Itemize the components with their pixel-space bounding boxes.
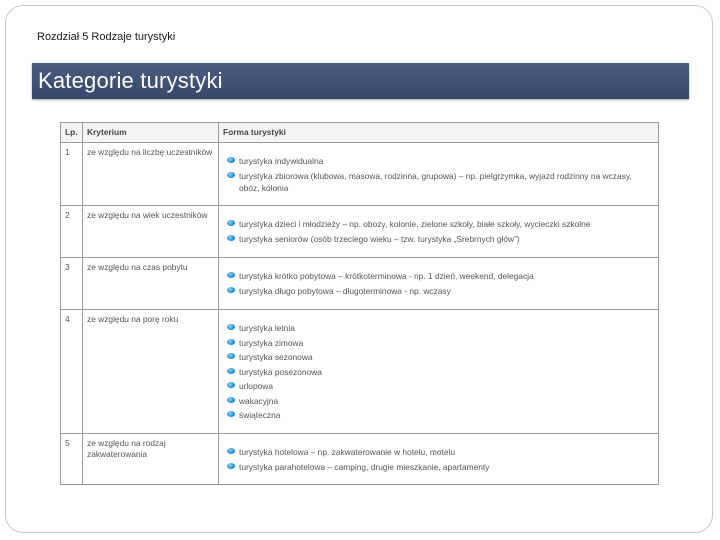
- bullet-icon: [227, 448, 235, 454]
- bullet-icon: [227, 463, 235, 469]
- list-item: [223, 155, 654, 167]
- forms-list: [223, 270, 654, 297]
- bullet-icon: [227, 353, 235, 359]
- row-forms-cell: [219, 434, 659, 485]
- bullet-icon: [227, 157, 235, 163]
- forms-list: [223, 218, 654, 245]
- column-header-forms: Forma turystyki: [219, 123, 659, 143]
- form-text: turystyka indywidualna: [239, 156, 324, 166]
- form-text: turystyka seniorów (osób trzeciego wieku – tzw. turystyka „Srebrnych głów”): [239, 233, 520, 244]
- table-row: [61, 206, 659, 258]
- bullet-icon: [227, 324, 235, 330]
- row-criterion: ze względu na czas pobytu: [83, 258, 219, 310]
- row-number: 1: [61, 143, 83, 206]
- bullet-icon: [227, 411, 235, 417]
- list-item: [223, 409, 654, 421]
- slide-title: Kategorie turystyki: [38, 68, 223, 93]
- form-text: turystyka zbiorowa (klubowa, masowa, rodzinna, grupowa) – np. pielgrzymka, wyjazd rodzinny na wczasy, obóz, kolonia: [239, 170, 632, 193]
- row-forms-cell: [219, 206, 659, 258]
- list-item: [223, 218, 654, 230]
- bullet-icon: [227, 287, 235, 293]
- forms-list: [223, 322, 654, 421]
- row-criterion: ze względu na liczbę uczestników: [83, 143, 219, 206]
- row-forms-cell: [219, 143, 659, 206]
- form-text: turystyka posezonowa: [239, 366, 322, 377]
- list-item: [223, 461, 654, 473]
- form-text: turystyka parahotelowa – camping, drugie mieszkanie, apartamenty: [239, 461, 490, 472]
- row-forms-cell: [219, 258, 659, 310]
- table-header-row: [61, 123, 659, 143]
- forms-list: [223, 446, 654, 473]
- bullet-icon: [227, 397, 235, 403]
- list-item: [223, 395, 654, 407]
- form-text: wakacyjna: [239, 395, 279, 406]
- column-header-lp: Lp.: [61, 123, 83, 143]
- list-item: [223, 337, 654, 349]
- row-number: 5: [61, 434, 83, 485]
- table-row: [61, 258, 659, 310]
- forms-list: [223, 155, 654, 194]
- table-row: [61, 310, 659, 434]
- form-text: urlopowa: [239, 381, 273, 391]
- form-text: turystyka letnia: [239, 323, 295, 333]
- form-text: turystyka krótko pobytowa – krótkoterminowa - np. 1 dzień, weekend, delegacja: [239, 271, 534, 281]
- list-item: [223, 233, 654, 245]
- list-item: [223, 170, 654, 194]
- table-row: [61, 143, 659, 206]
- table-row: [61, 434, 659, 485]
- chapter-heading: Rozdział 5 Rodzaje turystyki: [37, 31, 176, 43]
- form-text: turystyka hotelowa – np. zakwaterowanie w hotelu, motelu: [239, 447, 456, 457]
- row-number: 3: [61, 258, 83, 310]
- form-text: turystyka długo pobytowa – długoterminowa - np. wczasy: [239, 285, 451, 296]
- column-header-criterion: Kryterium: [83, 123, 219, 143]
- list-item: [223, 351, 654, 363]
- row-number: 2: [61, 206, 83, 258]
- list-item: [223, 366, 654, 378]
- form-text: świąteczna: [239, 410, 281, 420]
- bullet-icon: [227, 220, 235, 226]
- list-item: [223, 270, 654, 282]
- bullet-icon: [227, 339, 235, 345]
- row-criterion: ze względu na porę roku: [83, 310, 219, 434]
- row-criterion: ze względu na wiek uczestników: [83, 206, 219, 258]
- form-text: turystyka sezonowa: [239, 352, 313, 362]
- categories-table: [60, 122, 659, 485]
- list-item: [223, 380, 654, 392]
- list-item: [223, 446, 654, 458]
- list-item: [223, 322, 654, 334]
- bullet-icon: [227, 272, 235, 278]
- form-text: turystyka zimowa: [239, 337, 304, 348]
- list-item: [223, 285, 654, 297]
- row-number: 4: [61, 310, 83, 434]
- bullet-icon: [227, 368, 235, 374]
- row-forms-cell: [219, 310, 659, 434]
- form-text: turystyka dzieci i młodzieży – np. obozy, kolonie, zielone szkoły, białe szkoły, wycieczki szkolne: [239, 219, 591, 229]
- bullet-icon: [227, 382, 235, 388]
- bullet-icon: [227, 235, 235, 241]
- bullet-icon: [227, 172, 235, 178]
- title-bar: [32, 63, 689, 99]
- row-criterion: ze względu na rodzaj zakwaterowania: [83, 434, 219, 485]
